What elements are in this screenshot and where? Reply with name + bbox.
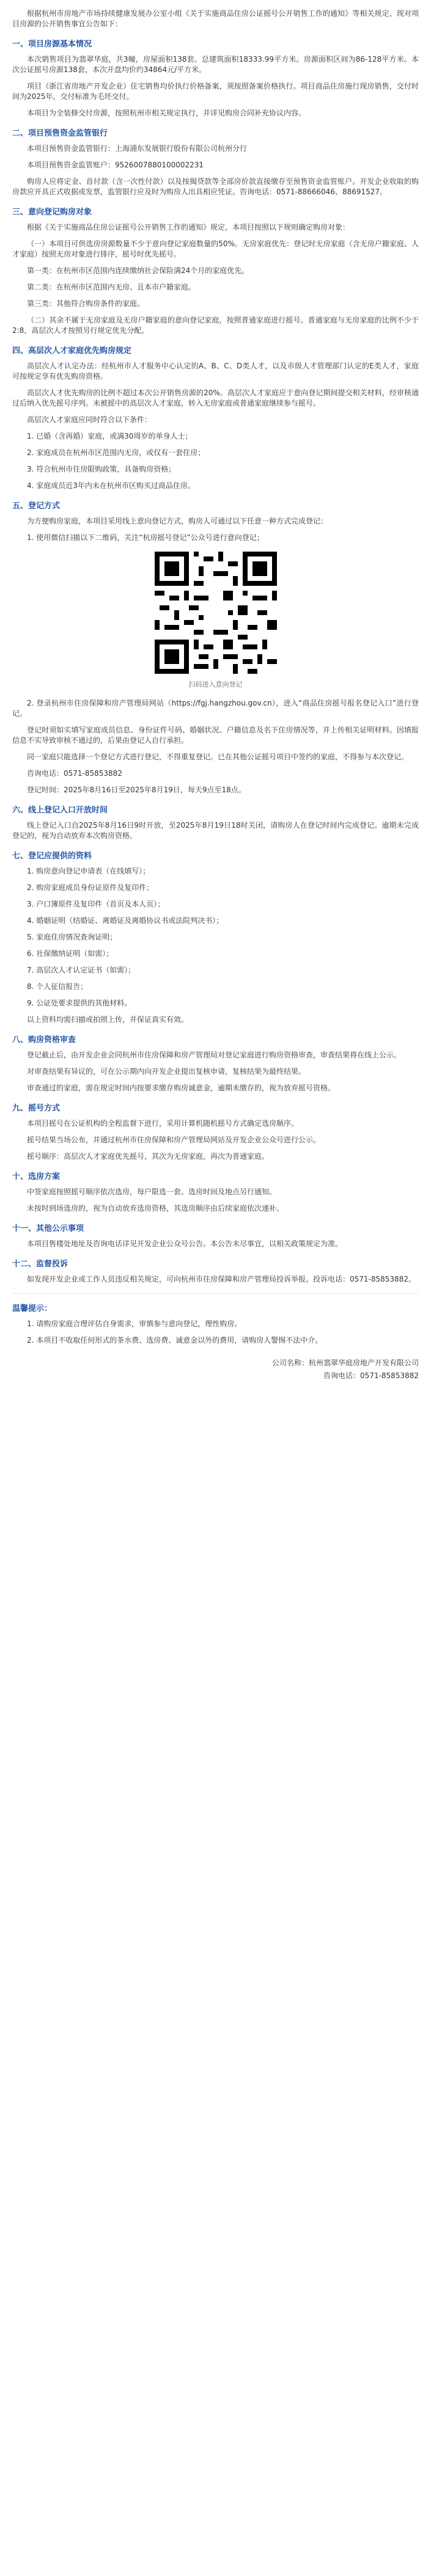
section-paragraph: 购房人应将定金、首付款（含一次性付款）以及按揭贷款等全部房价款直接缴存至预售资金监管账户。开发企业收取的购房款应开具正式收据或发票，监管银行应及时为购房人出具相应凭证。咨询电话：0571-88666046、88691527。: [12, 177, 419, 196]
section-paragraph: 7. 高层次人才认定证书（如需）；: [27, 966, 136, 974]
intro-paragraph: 根据杭州市房地产市场持续健康发展办公室小组《关于实施商品住房公证摇号公开销售工作的通知》等相关规定，现对项目房源的公开销售事宜公告如下：: [12, 9, 419, 28]
divider: [12, 1293, 419, 1294]
section-paragraph: 2. 登录杭州市住房保障和房产管理局网站（https://fgj.hangzhou.gov.cn），进入“商品住房摇号报名登记入口”进行登记。: [12, 699, 419, 718]
qr-caption: 扫码进入意向登记: [188, 680, 243, 688]
section-paragraph: 本项目售楼处地址及咨询电话详见开发企业公众号公告。本公告未尽事宜，以相关政策规定为准。: [27, 1239, 343, 1248]
notice-paragraphs: [12, 1319, 419, 1346]
section-heading: 三、意向登记购房对象: [12, 208, 92, 217]
footer: [12, 1358, 419, 1381]
section-paragraph: 登记时须如实填写家庭成员信息、身份证件号码、婚姻状况、户籍信息及名下住房情况等，并上传相关证明材料。因填报信息不实导致审核不通过的，后果由登记人自行承担。: [12, 726, 419, 745]
section-paragraph: 5. 家庭住房情况查询证明；: [27, 933, 117, 941]
section-heading: 八、购房资格审查: [12, 1035, 76, 1045]
section-paragraph: 第一类：在杭州市区范围内连续缴纳社会保险满24个月的家庭优先。: [27, 266, 249, 275]
section-heading: 二、项目预售资金监管银行: [12, 129, 108, 138]
section-paragraph: 摇号顺序：高层次人才家庭优先摇号，其次为无房家庭，再次为普通家庭。: [27, 1152, 270, 1161]
section-heading: 七、登记应提供的资料: [12, 852, 92, 861]
section-paragraph: 未按时到场选房的，视为自动放弃选房资格，其选房顺序由后续家庭依次递补。: [27, 1204, 284, 1213]
section-paragraph: 高层次人才优先购房的比例不超过本次公开销售房源的20%。高层次人才家庭应于意向登记期间提交相关材料，经审核通过后纳入优先摇号序列。未被摇中的高层次人才家庭，转入无房家庭或普通家庭继续参与摇号。: [12, 389, 419, 407]
section-heading: 五、登记方式: [12, 502, 61, 511]
section-paragraph: 高层次人才认定办法：经杭州市人才服务中心认定的A、B、C、D类人才，以及市级人才管理部门认定的E类人才，家庭可按规定享有优先购房资格。: [12, 362, 419, 381]
section-paragraph: 以上资料均需扫描或拍照上传，并保证真实有效。: [27, 1015, 189, 1024]
section-paragraph: 本项目摇号在公证机构的全程监督下进行，采用计算机随机摇号方式确定选房顺序。: [27, 1119, 299, 1128]
section-paragraph: 高层次人才家庭应同时符合以下条件：: [27, 415, 152, 424]
section-paragraph: （一）本项目可供选房房源数量不少于意向登记家庭数量的50%。无房家庭优先：登记时无房家庭（含无房户籍家庭、人才家庭）按照无房对象进行排序，摇号时优先摇号。: [12, 239, 419, 258]
section-paragraph: 1. 使用微信扫描以下二维码，关注“杭房摇号登记”公众号进行意向登记；: [27, 533, 264, 542]
section-paragraph: 如发现开发企业或工作人员违反相关规定，可向杭州市住房保障和房产管理局投诉举报。投诉电话：0571-85853882。: [27, 1275, 416, 1283]
section-heading: 一、项目房源基本情况: [12, 40, 92, 49]
qr-code-icon[interactable]: [155, 552, 277, 674]
section-paragraph: 中签家庭按照摇号顺序依次选房，每户限选一套。选房时间及地点另行通知。: [27, 1188, 277, 1196]
section-paragraph: 同一家庭只能选择一个登记方式进行登记，不得重复登记。已在其他公证摇号项目中签约的家庭，不得参与本次登记。: [27, 753, 409, 761]
section-paragraph: 第二类：在杭州市区范围内无房、且本市户籍家庭。: [27, 283, 196, 291]
footer-company: 公司名称：杭州翡翠华庭房地产开发有限公司: [271, 1359, 419, 1367]
section-paragraph: 8. 个人征信报告；: [27, 982, 88, 991]
qr-block: [155, 552, 277, 690]
section-paragraph: 6. 社保缴纳证明（如需）；: [27, 949, 114, 958]
section-heading: 六、线上登记入口开放时间: [12, 806, 108, 815]
notice-paragraph: 1. 请购房家庭合理评估自身需求，审慎参与意向登记，理性购房。: [27, 1319, 242, 1328]
section-paragraph: 摇号结果当场公布，并通过杭州市住房保障和房产管理局网站及开发企业公众号进行公示。: [27, 1136, 321, 1144]
section-heading: 四、高层次人才家庭优先购房规定: [12, 346, 132, 356]
section-paragraph: 1. 已婚（含再婚）家庭，或满30周岁的单身人士；: [27, 432, 193, 440]
section-paragraph: 本项目预售资金监管账户：9526007880100002231: [27, 161, 204, 169]
sections-group-a: [12, 39, 419, 543]
section-heading: 十一、其他公示事项: [12, 1224, 84, 1233]
section-heading: 十二、监督投诉: [12, 1260, 68, 1269]
section-paragraph: 3. 户口簿原件及复印件（首页及本人页）；: [27, 900, 165, 908]
sections-group-b: [12, 698, 419, 1285]
section-paragraph: 第三类：其他符合购房条件的家庭。: [27, 299, 145, 308]
section-paragraph: 1. 购房意向登记申请表（在线填写）；: [27, 867, 150, 875]
notice-paragraph: 2. 本项目不收取任何形式的茶水费、选房费、诚意金以外的费用，请购房人警惕不法中介。: [27, 1336, 323, 1345]
section-heading: 九、摇号方式: [12, 1104, 61, 1113]
section-paragraph: 2. 家庭成员在杭州市区范围内无房，或仅有一套住房；: [27, 448, 205, 457]
section-paragraph: 线上登记入口自2025年8月16日9时开放，至2025年8月19日18时关闭，请购房人在登记时间内完成登记。逾期未完成登记的，视为自动放弃本次购房资格。: [12, 821, 419, 840]
section-paragraph: 3. 符合杭州市住房限购政策，具备购房资格；: [27, 465, 176, 473]
section-paragraph: 登记时间：2025年8月16日至2025年8月19日，每天9点至18点。: [27, 786, 246, 794]
section-paragraph: 审查通过的家庭，需在规定时间内按要求缴存购房诚意金，逾期未缴存的，视为放弃摇号资格。: [27, 1084, 336, 1092]
section-paragraph: 本项目预售资金监管银行：上海浦东发展银行股份有限公司杭州分行: [27, 144, 248, 153]
section-heading: 十、选房方案: [12, 1172, 61, 1181]
section-paragraph: 本项目为全装修交付房源，按照杭州市相关规定执行，并详见购房合同补充协议内容。: [27, 109, 306, 117]
section-paragraph: （二）其余不属于无房家庭及无房户籍家庭的意向登记家庭，按照普通家庭进行摇号。普通家庭与无房家庭的比例不少于2:8，高层次人才按照另行规定优先分配。: [12, 316, 419, 335]
section-paragraph: 本次销售项目为翡翠华庭，共3幢，房屋面积138套。总建筑面积18333.99平方米。房源面积区间为86-128平方米。本次公证摇号房源138套，本次开盘均价约34864元/平方米。: [12, 55, 419, 74]
section-paragraph: 为方便购房家庭，本项目采用线上意向登记方式，购房人可通过以下任意一种方式完成登记：: [27, 517, 328, 525]
notice-heading: 温馨提示：: [12, 1304, 53, 1313]
section-paragraph: 4. 家庭成员近3年内未在杭州市区购买过商品住房。: [27, 481, 195, 490]
section-paragraph: 对审查结果有异议的，可在公示期内向开发企业提出复核申请，复核结果为最终结果。: [27, 1067, 306, 1076]
footer-phone: 咨询电话：0571-85853882: [323, 1371, 419, 1380]
section-paragraph: 2. 购房家庭成员身份证原件及复印件；: [27, 883, 154, 892]
section-paragraph: 4. 婚姻证明（结婚证、离婚证及离婚协议书或法院判决书）；: [27, 916, 224, 925]
section-paragraph: 咨询电话：0571-85853882: [27, 769, 122, 778]
section-paragraph: 9. 公证处要求提供的其他材料。: [27, 999, 132, 1007]
section-paragraph: 根据《关于实施商品住房公证摇号公开销售工作的通知》规定，本项目按照以下规则确定购房对象：: [27, 223, 350, 232]
section-paragraph: 项目（浙江省房地产开发企业）住宅销售均价执行价格备案，须按照备案价格执行。项目商品住房施行现房销售，交付时间为2025年，交付标准为毛坯交付。: [12, 82, 419, 101]
section-paragraph: 登记截止后，由开发企业会同杭州市住房保障和房产管理局对登记家庭进行购房资格审查，审查结果将在线上公示。: [27, 1051, 402, 1059]
